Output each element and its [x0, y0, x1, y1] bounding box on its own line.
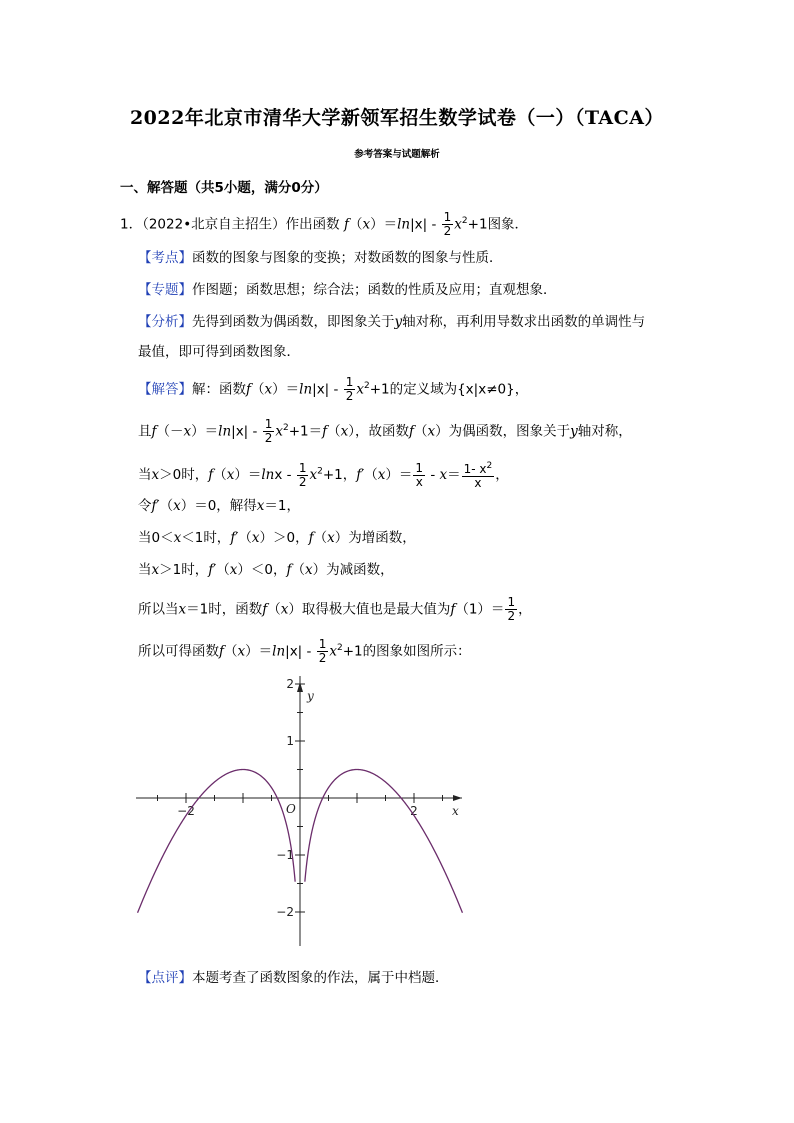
jieda-text: 所以当	[138, 601, 179, 618]
jieda-text: 为偶函数，图象关于	[448, 423, 571, 440]
jieda-text: 且	[138, 423, 152, 440]
jieda-text: 取得极大值也是最大值为	[301, 601, 451, 618]
jieda-text: 当	[138, 562, 152, 578]
jieda-line-8: 所以可得函数f（x）＝ln|x| - $\frac{1}{2}$ $x^2+1$的图象如图所示：	[138, 637, 471, 665]
jieda-text: 当	[138, 467, 152, 483]
page-title: 2022年北京市清华大学新领军招生数学试卷（一）（TACA）	[129, 107, 665, 129]
jieda-text: 所以可得函数	[138, 643, 219, 660]
problem-number: 1．	[120, 216, 143, 233]
zhuanti-row	[138, 280, 557, 300]
jieda-text: 时，	[181, 562, 209, 578]
fenxi-text-1: 先得到函数为偶函数，即图象关于	[192, 314, 395, 330]
fenxi-tag: 【分析】	[138, 314, 192, 330]
jieda-line-5: 当0＜x＜1时，f′（x）＞0，f（x）为增函数，	[138, 530, 416, 546]
zhuanti-tag: 【专题】	[138, 282, 192, 298]
jieda-tag: 【解答】	[138, 381, 192, 398]
section-heading: 一、解答题（共5小题，满分0分）	[120, 180, 328, 196]
fenxi-row-2: 最值，即可得到函数图象．	[138, 344, 300, 360]
fenxi-row: 【分析】先得到函数为偶函数，即图象关于y轴对称，再利用导数求出函数的单调性与	[138, 314, 646, 330]
dianping-tag: 【点评】	[138, 970, 192, 986]
jieda-text: 令	[138, 498, 152, 514]
x-axis-label: x	[452, 804, 459, 818]
problem-source: （2022•北京自主招生）	[142, 216, 286, 233]
jieda-text: 时，函数	[208, 601, 263, 618]
jieda-text: ，故函数	[354, 423, 409, 440]
jieda-line-3: 当x＞0时，f（x）＝lnx - $\frac{1}{2}$ $x^2+1$，f′（x）＝ $\frac{1}{x}$ - x＝ $\frac{1- x^2}{x}$ ，	[138, 460, 509, 490]
jieda-line-7: 所以当x＝1时，函数f（x）取得极大值也是最大值为f（1）＝ $\frac{1}{2}$ ，	[138, 595, 532, 623]
zhuanti-text: 作图题；函数思想；综合法；函数的性质及应用；直观想象．	[192, 282, 557, 298]
page-subtitle: 参考答案与试题解析	[354, 149, 440, 160]
y-tick-label: 2	[286, 677, 294, 691]
kaodian-text: 函数的图象与图象的变换；对数函数的图象与性质．	[192, 250, 503, 266]
jieda-text: 轴对称，	[577, 423, 632, 440]
y-tick-label: −2	[276, 905, 294, 919]
jieda-text: 时，	[203, 530, 231, 546]
y-tick-label: 1	[286, 734, 294, 748]
jieda-text: 时，	[181, 467, 209, 483]
kaodian-tag: 【考点】	[138, 250, 192, 266]
jieda-text: 当	[138, 530, 152, 546]
x-tick-label: −2	[177, 804, 195, 818]
curve-left-branch	[138, 770, 296, 913]
x-axis-arrow	[453, 795, 462, 801]
jieda-text: 的定义域为	[389, 381, 458, 398]
problem-text: 作出函数	[285, 216, 340, 233]
jieda-line-6: 当x＞1时，f′（x）＜0，f（x）为减函数，	[138, 562, 394, 578]
kaodian-row	[138, 248, 503, 268]
function-graph	[130, 670, 475, 959]
jieda-line-1: 【解答】解：函数f（x）＝ln|x| - $\frac{1}{2}$ $x^2+1$的定义域为{x|x≠0}，	[138, 375, 529, 403]
dianping-text: 本题考查了函数图象的作法，属于中档题．	[192, 970, 449, 986]
x-tick-label: 2	[410, 804, 418, 818]
y-axis-label: y	[307, 689, 314, 703]
origin-label: O	[286, 802, 296, 816]
jieda-text: 解：函数	[192, 381, 246, 398]
graph-svg	[130, 670, 475, 955]
jieda-line-4: 令f′（x）＝0，解得x＝1，	[138, 498, 301, 514]
problem-statement: 1．（2022•北京自主招生）作出函数 f（x）＝ln|x| - $\frac{1}{2}$ $x^2+1$图象．	[120, 210, 529, 238]
jieda-text: 为减函数，	[326, 562, 394, 578]
curve-right-branch	[305, 770, 463, 913]
domain-value: {x|x≠0}	[457, 381, 515, 398]
problem-text-end: 图象．	[487, 216, 529, 233]
jieda-text: ，解得	[216, 498, 257, 514]
jieda-text: 的图象如图所示：	[362, 643, 471, 660]
fenxi-text-2: 轴对称，再利用导数求出函数的单调性与	[402, 314, 646, 330]
y-tick-label: −1	[276, 848, 294, 862]
dianping-row	[138, 968, 449, 988]
jieda-text: 为增函数，	[348, 530, 416, 546]
jieda-line-2: 且f（－x）＝ln|x| - $\frac{1}{2}$ $x^2+1=f(x)$，故函数f（x）为偶函数，图象关于y轴对称，	[138, 417, 632, 445]
